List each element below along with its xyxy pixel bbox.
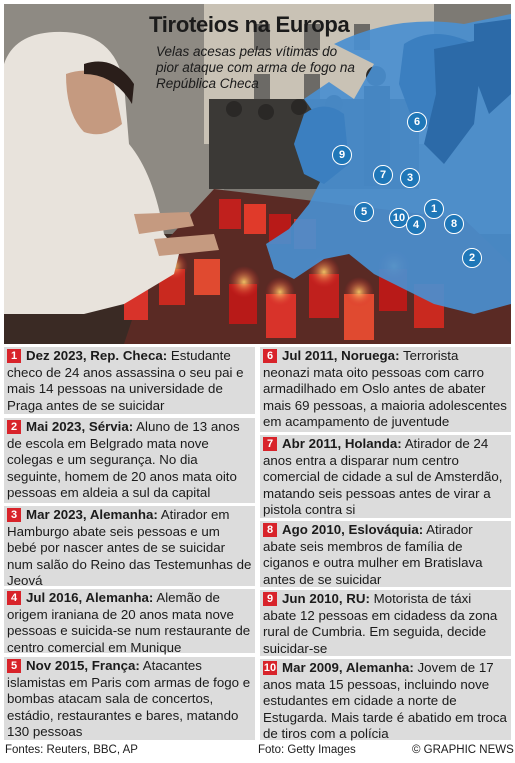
event-text: Atacantes islamistas em Paris com armas de fogo e bombas atacam sala de concertos, estádio, restaurantes e bares, matando 130 pessoas <box>7 658 251 740</box>
event-item-5 <box>4 657 255 740</box>
event-text: Jovem de 17 anos mata 15 pessoas, incluindo nove estudantes em cidade a norte de Estugarda. Mais tarde é abatido em troca de tiros com a polícia <box>263 660 507 742</box>
event-heading: Mai 2023, Sérvia: <box>26 419 134 434</box>
event-item-3 <box>4 506 255 589</box>
news-photo <box>4 4 511 344</box>
infographic-subtitle: Velas acesas pelas vítimas do pior ataque com arma de fogo na República Checa <box>156 44 355 91</box>
event-item-1 <box>4 347 255 414</box>
event-heading: Jul 2011, Noruega: <box>282 348 400 363</box>
sources-credit: Fontes: Reuters, BBC, AP <box>5 744 138 756</box>
map-marker-4: 4 <box>406 215 426 235</box>
event-number: 9 <box>263 592 277 606</box>
event-text: Alemão de origem iraniana de 20 anos mata nove pessoas e suicida-se num restaurante de centro comercial em Munique <box>7 590 251 655</box>
event-text: Motorista de táxi abate 12 pessoas em cidadess da zona rural de Cumbria. Em seguida, decide suicidar-se <box>263 591 498 656</box>
event-number: 3 <box>7 508 21 522</box>
event-number: 1 <box>7 349 21 363</box>
event-number: 7 <box>263 437 277 451</box>
map-marker-9: 9 <box>332 145 352 165</box>
event-item-8 <box>260 521 511 587</box>
event-item-9 <box>260 590 511 656</box>
event-item-2 <box>4 418 255 503</box>
event-text: Terrorista neonazi mata oito pessoas com carro armadilhado em Oslo antes de abater mais 69 pessoas, a maioria adolescentes em acampamento de juventude <box>263 348 507 430</box>
event-item-4 <box>4 589 255 653</box>
map-marker-10: 10 <box>389 208 409 228</box>
map-marker-3: 3 <box>400 168 420 188</box>
event-heading: Jul 2016, Alemanha: <box>26 590 154 605</box>
infographic-title: Tiroteios na Europa <box>149 12 350 37</box>
event-number: 10 <box>263 662 277 674</box>
event-heading: Nov 2015, França: <box>26 658 140 673</box>
event-heading: Dez 2023, Rep. Checa: <box>26 348 168 363</box>
event-item-10 <box>260 659 511 740</box>
event-text: Atirador em Hamburgo abate seis pessoas e um bebé por nascer antes de se suicidar num salão do Reino das Testemunhas de Jeová <box>7 507 252 589</box>
event-number: 6 <box>263 349 277 363</box>
event-number: 4 <box>7 591 21 605</box>
event-text: Aluno de 13 anos de escola em Belgrado mata nove colegas e um segurança. No dia seguinte, homem de 20 anos mata oito pessoas em aldeia a sul da capital <box>7 419 240 501</box>
map-marker-6: 6 <box>407 112 427 132</box>
event-heading: Ago 2010, Eslováquia: <box>282 522 424 537</box>
event-item-6 <box>260 347 511 432</box>
copyright-credit: © GRAPHIC NEWS <box>412 744 514 756</box>
event-text: Atirador abate seis membros de família de ciganos e outra mulher em Bratislava antes de se suicidar <box>263 522 483 587</box>
event-text: Estudante checo de 24 anos assassina o seu pai e mais 14 pessoas na universidade de Praga antes de se suicidar <box>7 348 244 413</box>
event-text: Atirador de 24 anos entra a disparar num centro comercial de cidade a sul de Amsterdão, matando seis pessoas antes de virar a pistola contra si <box>263 436 503 518</box>
photo-credit: Foto: Getty Images <box>258 744 356 756</box>
event-number: 8 <box>263 523 277 537</box>
map-marker-7: 7 <box>373 165 393 185</box>
map-marker-5: 5 <box>354 202 374 222</box>
event-item-7 <box>260 435 511 518</box>
event-heading: Abr 2011, Holanda: <box>282 436 402 451</box>
map-marker-8: 8 <box>444 214 464 234</box>
event-number: 2 <box>7 420 21 434</box>
event-number: 5 <box>7 659 21 673</box>
map-marker-1: 1 <box>424 199 444 219</box>
event-heading: Mar 2023, Alemanha: <box>26 507 158 522</box>
map-marker-2: 2 <box>462 248 482 268</box>
event-heading: Mar 2009, Alemanha: <box>282 660 414 675</box>
event-heading: Jun 2010, RU: <box>282 591 370 606</box>
